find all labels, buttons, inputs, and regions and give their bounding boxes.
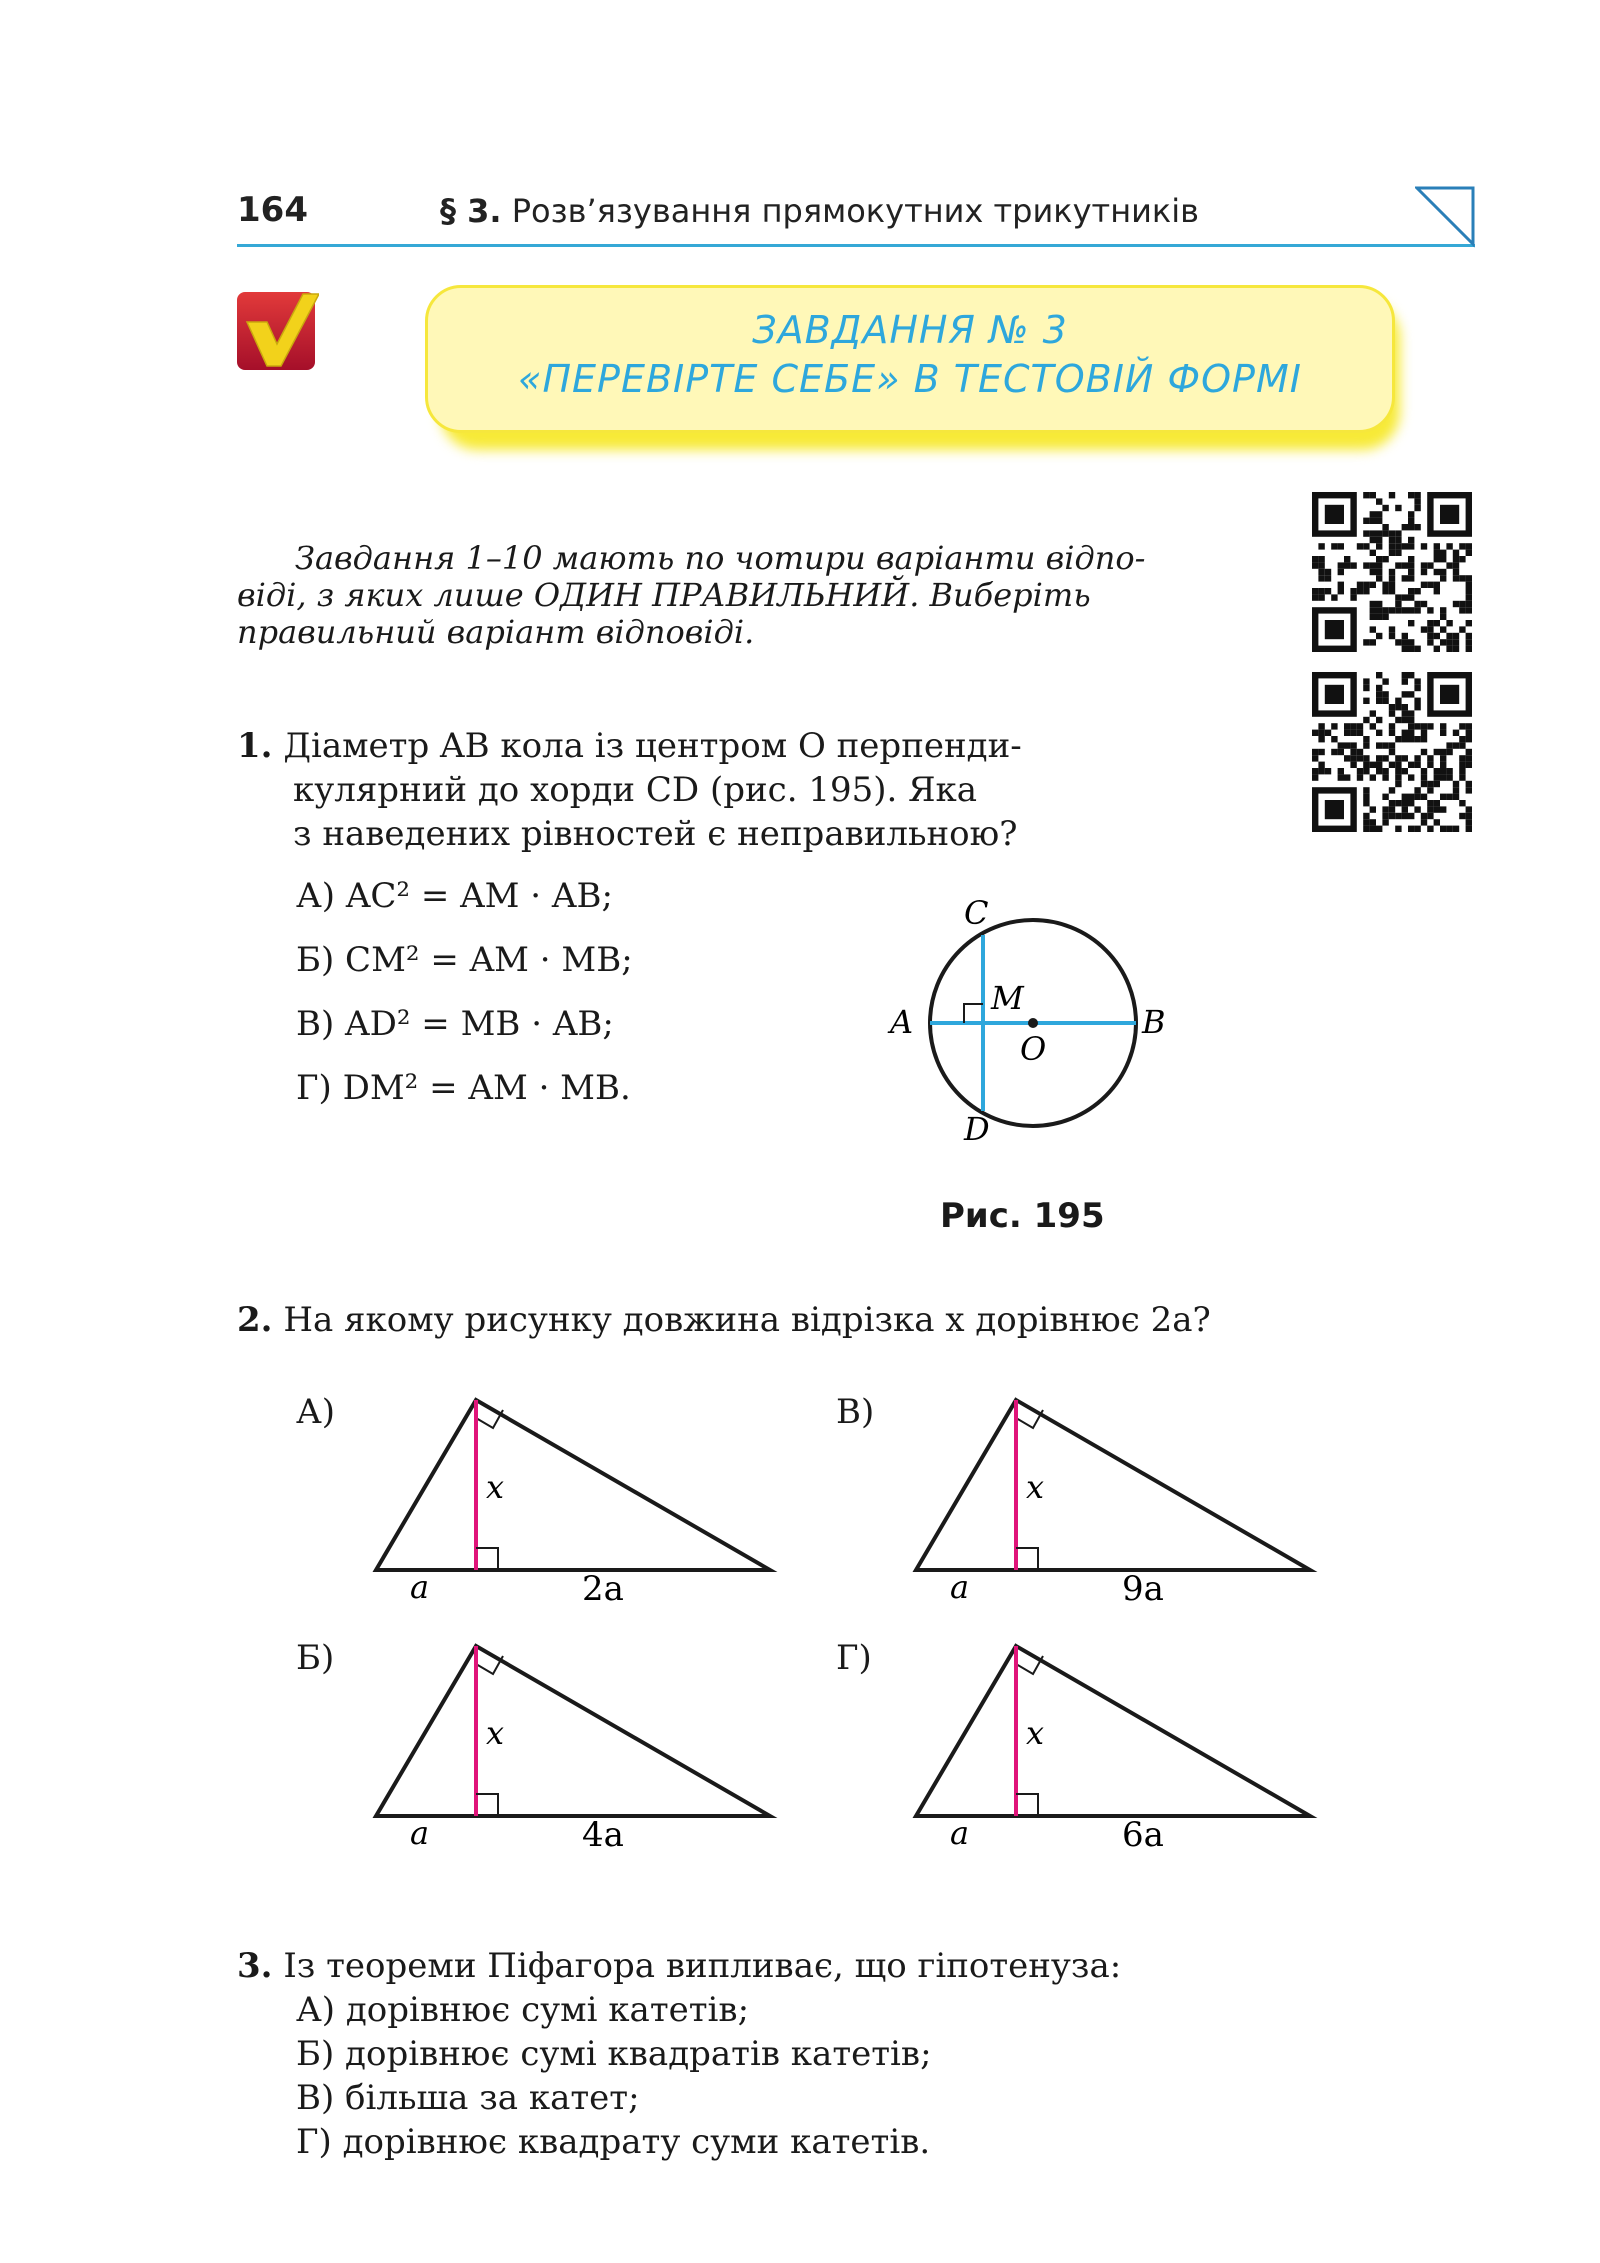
answer-option[interactable]: Б) дорівнює сумі квадратів катетів; <box>296 2034 932 2074</box>
question-number: 2. <box>237 1300 273 1340</box>
figure-option-label[interactable]: Б) <box>296 1638 335 1678</box>
question-text: Із теореми Піфагора випливає, що гіпотенуза: <box>283 1946 1122 1986</box>
figure-option-label[interactable]: А) <box>296 1392 336 1432</box>
qr-code-icon[interactable] <box>1312 492 1472 652</box>
segment-label: a <box>410 1568 430 1606</box>
question-1-line <box>237 724 1022 768</box>
instructions-line: правильний варіант відповіді. <box>237 613 755 651</box>
circle-diagram <box>870 880 1190 1170</box>
qr-code-icon[interactable] <box>1312 672 1472 832</box>
answer-option[interactable]: Г) DM² = AM · MB. <box>296 1068 631 1108</box>
section-title: Розв’язування прямокутних трикутників <box>511 192 1199 230</box>
answer-option[interactable]: В) AD² = MB · AB; <box>296 1004 614 1044</box>
question-2-line <box>237 1298 1211 1342</box>
question-1-line: з наведених рівностей є неправильною? <box>293 814 1018 854</box>
answer-option[interactable]: Г) дорівнює квадрату суми катетів. <box>296 2122 931 2162</box>
question-3-line <box>237 1944 1121 1988</box>
right-angle-mark <box>964 1004 983 1023</box>
triangle-figure <box>366 1636 786 1856</box>
question-1-line: кулярний до хорди CD (рис. 195). Яка <box>293 770 978 810</box>
segment-label: 4a <box>582 1815 624 1855</box>
label-a: A <box>890 1003 914 1041</box>
question-text: На якому рисунку довжина відрізка x дорівнює 2a? <box>283 1300 1211 1340</box>
altitude-label: x <box>1026 1714 1045 1752</box>
checkmark-badge-icon <box>237 288 319 370</box>
answer-option[interactable]: А) AC² = AM · AB; <box>296 876 613 916</box>
header-rule <box>237 244 1475 247</box>
figure-option-label[interactable]: В) <box>836 1392 875 1432</box>
label-o: O <box>1020 1030 1047 1068</box>
altitude-label: x <box>486 1468 505 1506</box>
answer-option[interactable]: А) дорівнює сумі катетів; <box>296 1990 750 2030</box>
label-b: B <box>1142 1003 1166 1041</box>
instructions <box>237 540 1247 651</box>
label-c: C <box>964 894 989 932</box>
segment-label: 2a <box>582 1569 624 1609</box>
corner-triangle-icon <box>1415 186 1477 248</box>
section-mark: § 3. <box>440 192 502 230</box>
triangle-figure <box>906 1390 1326 1610</box>
answer-option[interactable]: В) більша за катет; <box>296 2078 640 2118</box>
question-text: Діаметр AB кола із центром O перпенди- <box>283 726 1022 766</box>
triangle-figure <box>366 1390 786 1610</box>
segment-label: a <box>410 1814 430 1852</box>
center-point <box>1028 1018 1038 1028</box>
altitude-label: x <box>1026 1468 1045 1506</box>
banner-subtitle: «ПЕРЕВІРТЕ СЕБЕ» В ТЕСТОВІЙ ФОРМІ <box>518 357 1302 401</box>
segment-label: a <box>950 1568 970 1606</box>
label-m: M <box>991 979 1024 1017</box>
answer-option[interactable]: Б) CM² = AM · MB; <box>296 940 633 980</box>
instructions-line: Завдання 1–10 мають по чотири варіанти відпо- <box>295 539 1146 577</box>
segment-label: a <box>950 1814 970 1852</box>
segment-label: 9a <box>1122 1569 1164 1609</box>
triangle-figure <box>906 1636 1326 1856</box>
banner-title: ЗАВДАННЯ № 3 <box>752 308 1068 352</box>
segment-label: 6a <box>1122 1815 1164 1855</box>
section-header <box>440 192 1199 230</box>
label-d: D <box>964 1110 990 1148</box>
figure-option-label[interactable]: Г) <box>836 1638 872 1678</box>
figure-caption: Рис. 195 <box>940 1196 1105 1236</box>
question-number: 1. <box>237 726 273 766</box>
altitude-label: x <box>486 1714 505 1752</box>
page-number: 164 <box>237 190 308 230</box>
instructions-line: віді, з яких лише ОДИН ПРАВИЛЬНИЙ. Виберіть <box>237 576 1091 614</box>
question-number: 3. <box>237 1946 273 1986</box>
